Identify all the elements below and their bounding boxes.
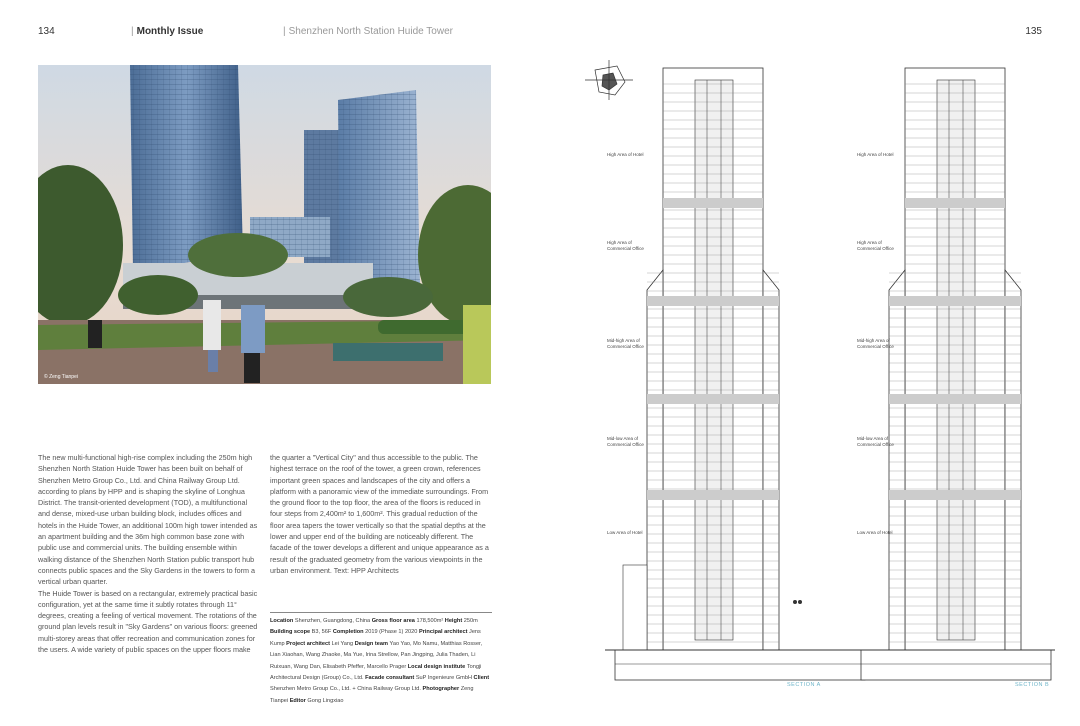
project-credits xyxy=(270,612,492,707)
credit-label: Completion xyxy=(332,629,366,636)
zone-label: Low Area of Hotel xyxy=(607,530,643,535)
issue-label: | Monthly Issue xyxy=(131,26,203,37)
credit-label: Client xyxy=(473,675,490,682)
section-a-label: SECTION A xyxy=(787,682,821,688)
credit-label: Principal architect xyxy=(418,629,470,636)
section-a-tower xyxy=(605,68,875,680)
section-drawings xyxy=(585,60,1055,700)
zone-label: High Area of Hotel xyxy=(607,152,644,157)
zone-label: Low Area of Hotel xyxy=(857,530,893,535)
credit-value: 250m xyxy=(463,618,478,624)
credit-value: B3, 56F xyxy=(311,629,333,636)
credit-value: 178,500m² xyxy=(416,618,445,624)
credit-value: Gong Lingxiao xyxy=(307,697,344,704)
body-column-2 xyxy=(270,452,492,576)
zone-label: Mid-high Area of Commercial Office xyxy=(857,338,894,349)
body-paragraph: the quarter a "Vertical City" and thus accessible to the public. The highest terrace on the roof of the tower, a green crown, references important green spaces and landscapes of the city and offers a platform with a panoramic view of the immediate surroundings. From the ground floor to the top floor, the area of the floors is reduced in four steps from 2,400m² to 1,600m². This gradual reduction of the floor area tapers the tower vertically so that the spatial depths at the lower and upper end of the building are noticeably different. The facade of the tower develops a different and unique appearance as a result of the graduated geometry from the various viewpoints in the urban environment. Text: HPP Architects xyxy=(270,453,489,575)
credit-value: SuP Ingenieure GmbH xyxy=(415,675,474,682)
credit-label: Building scope xyxy=(270,629,312,636)
credit-label: Location xyxy=(270,618,295,624)
credit-value: Zeng Tianpei xyxy=(270,686,474,704)
credit-value: Shenzhen Metro Group Co., Ltd. + China Railway Group Ltd. xyxy=(270,686,423,693)
credit-label: Gross floor area xyxy=(371,618,417,624)
right-page-number: 135 xyxy=(1025,26,1042,37)
photo-credit: © Zeng Tianpei xyxy=(44,374,78,380)
key-plan xyxy=(585,60,633,100)
credit-value: Shenzhen, Guangdong, China xyxy=(294,618,372,624)
credit-label: Height xyxy=(444,618,464,624)
credit-label: Project architect xyxy=(286,640,332,647)
credit-value: Yao Yao, Mo Namu, Matthias Rosser, Lian Xiaohan, Wang Zhaoke, Ma Yue, Irina Strellow, Pan Jingping, Julia Thaden, Li Ruixuan, Wang Dan, Elisabeth Pfeffer, Marcello Prager xyxy=(270,640,483,670)
article-title: | Shenzhen North Station Huide Tower xyxy=(283,26,453,37)
credit-value: Tongji Architectural Design (Group) Co., Ltd. xyxy=(270,663,482,682)
zone-label: Mid-low Area of Commercial Office xyxy=(857,436,894,447)
zone-label: High Area of Hotel xyxy=(857,152,894,157)
section-b-tower xyxy=(851,68,1055,680)
body-paragraph: The new multi-functional high-rise complex including the 250m high Shenzhen North Station Huide Tower has been built on behalf of Shenzhen Metro Group Co., Ltd. and China Railway Group Ltd. according to plans by HPP and is shaping the skyline of Longhua District. The transit-oriented development (TOD), a multifunctional and dense, mixed-use urban building block, includes offices and hotels in the Huide Tower, an additional 100m high tower intended as an apartment building and the 36m high common base zone with public use and commercial units. The building ensemble within walking distance of the Shenzhen North Station public transport hub connects public spaces and the Sky Gardens in the towers to form a vertical urban quarter. xyxy=(38,453,258,587)
credit-value: 2019 (Phase 1) 2020 xyxy=(365,629,419,636)
credit-label: Photographer xyxy=(422,686,461,693)
zone-label: Mid-low Area of Commercial Office xyxy=(607,436,644,447)
credit-label: Facade consultant xyxy=(365,675,416,682)
credit-label: Editor xyxy=(289,697,308,704)
zone-label: High Area of Commercial Office xyxy=(857,240,894,251)
section-drawings-svg xyxy=(585,60,1055,700)
credit-value: Lei Yang xyxy=(331,640,355,647)
left-page-number: 134 xyxy=(38,26,55,37)
section-b-label: SECTION B xyxy=(1015,682,1050,688)
credit-value: Jens Kump xyxy=(270,629,481,647)
tower-photo xyxy=(38,65,491,384)
credit-label: Design team xyxy=(354,640,390,647)
body-paragraph: The Huide Tower is based on a rectangular, extremely practical basic configuration, yet at the same time it subtly rotates through 11° degrees, creating a feeling of vertical movement. The rotations of the ground plan levels result in "Sky Gardens" on various floors: greened multi-storey areas that offer recreation and communication zones for the users. A wide variety of public spaces on the upper floors make xyxy=(38,588,258,655)
credit-label: Local design institute xyxy=(407,663,467,670)
zone-label: Mid-high Area of Commercial Office xyxy=(607,338,644,349)
zone-label: High Area of Commercial Office xyxy=(607,240,644,251)
body-column-1 xyxy=(38,452,260,655)
